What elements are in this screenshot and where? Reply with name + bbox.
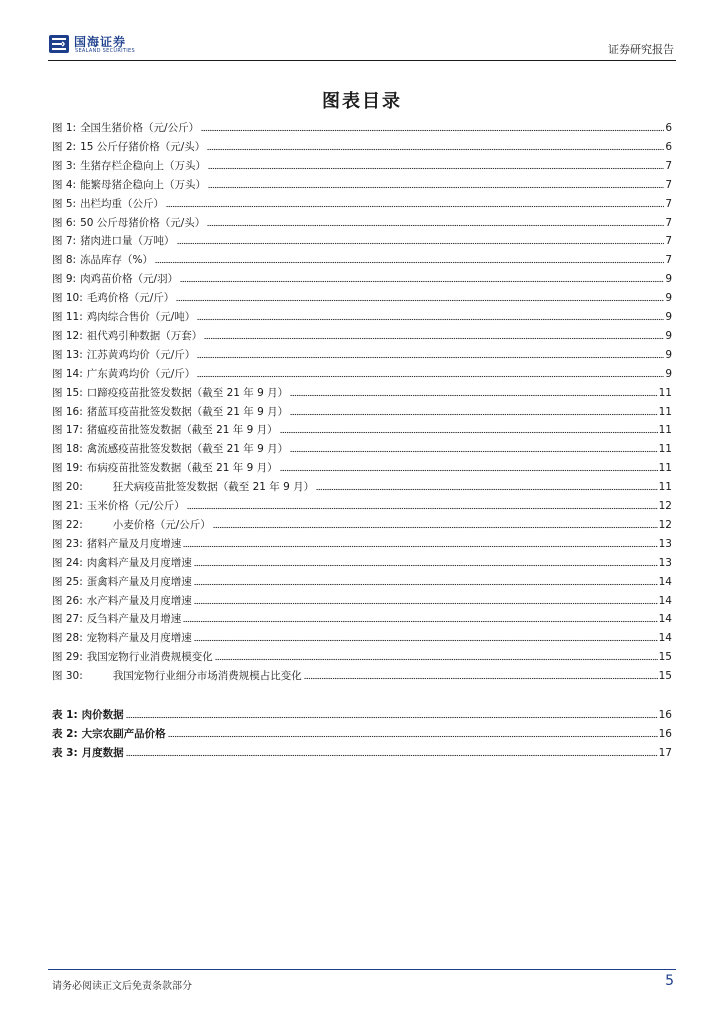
- toc-entry-label: 毛鸡价格（元/斤）: [86, 292, 175, 305]
- dot-leader: [194, 639, 658, 642]
- toc-entry-label: 我国宠物行业细分市场消费规模占比变化: [112, 670, 302, 683]
- toc-figure-entry[interactable]: [52, 535, 672, 551]
- toc-entry-number: 图 5:: [52, 197, 77, 210]
- toc-entry-number: 图 1:: [52, 122, 77, 134]
- toc-entry-page: 9: [665, 348, 672, 361]
- toc-entry-label: 猪蓝耳疫苗批签发数据（截至 21 年 9 月）: [86, 405, 289, 418]
- toc-entry-label: 玉米价格（元/公斤）: [86, 500, 185, 512]
- toc-figure-entry[interactable]: [52, 384, 672, 400]
- dot-leader: [187, 507, 658, 510]
- toc-figure-entry[interactable]: [52, 289, 672, 305]
- toc-entry-number: 图 22:: [52, 518, 83, 531]
- toc-entry-page: 7: [665, 178, 672, 191]
- toc-entry-label: 猪肉进口量（万吨）: [80, 235, 175, 248]
- toc-figure-entry[interactable]: [52, 119, 672, 135]
- toc-entry-number: 图 10:: [52, 292, 83, 305]
- toc-figure-entry[interactable]: [52, 232, 672, 248]
- toc-figure-entry[interactable]: [52, 573, 672, 589]
- toc-entry-number: 图 13:: [52, 348, 83, 361]
- toc-figure-entry[interactable]: [52, 346, 672, 362]
- toc-entry-label: 蛋禽料产量及月度增速: [86, 575, 192, 588]
- toc-figure-entry[interactable]: [52, 610, 672, 626]
- toc-entry-number: 图 11:: [52, 311, 83, 323]
- toc-entry-number: 图 14:: [52, 367, 83, 380]
- toc-figure-entry[interactable]: [52, 497, 672, 513]
- dot-leader: [290, 394, 657, 397]
- toc-entry-label: 月度数据: [81, 746, 124, 759]
- toc-entry-label: 我国宠物行业消费规模变化: [86, 651, 213, 664]
- toc-entry-page: 15: [658, 670, 672, 683]
- dot-leader: [126, 716, 658, 719]
- disclaimer-text: 请务必阅读正文后免责条款部分: [52, 981, 192, 992]
- toc-entry-number: 图 21:: [52, 500, 83, 512]
- logo-chinese-text: 国海证券: [74, 35, 127, 49]
- dot-leader: [290, 450, 657, 453]
- toc-figure-entry[interactable]: [52, 365, 672, 381]
- dot-leader: [197, 318, 664, 321]
- toc-entry-page: 12: [658, 500, 672, 512]
- dot-leader: [194, 583, 658, 586]
- page-header: [48, 30, 676, 61]
- dot-leader: [215, 658, 658, 661]
- dot-leader: [207, 148, 664, 151]
- toc-entry-number: 图 4:: [52, 178, 77, 191]
- toc-entry-page: 7: [665, 216, 672, 229]
- toc-entry-number: 表 3:: [52, 746, 78, 759]
- toc-entry-label: 口蹄疫疫苗批签发数据（截至 21 年 9 月）: [86, 386, 289, 399]
- toc-figure-entry[interactable]: [52, 421, 672, 437]
- dot-leader: [290, 413, 657, 416]
- dot-leader: [176, 299, 664, 302]
- toc-entry-page: 17: [658, 746, 672, 759]
- dot-leader: [168, 735, 658, 738]
- toc-entry-number: 图 3:: [52, 159, 77, 172]
- toc-entry-number: 图 2:: [52, 140, 77, 153]
- toc-figure-entry[interactable]: [52, 308, 672, 324]
- toc-figure-entry[interactable]: [52, 554, 672, 570]
- toc-title: 图表目录: [322, 91, 402, 112]
- dot-leader: [183, 620, 657, 623]
- toc-entry-page: 11: [658, 481, 672, 494]
- dot-leader: [126, 754, 658, 757]
- toc-entry-page: 11: [658, 443, 672, 456]
- sealand-logo-icon: [48, 33, 70, 55]
- report-type-label: 证券研究报告: [608, 43, 674, 56]
- toc-entry-number: 图 23:: [52, 537, 83, 550]
- toc-entry-page: 14: [658, 613, 672, 626]
- toc-figure-entry[interactable]: [52, 327, 672, 343]
- dot-leader: [280, 431, 658, 434]
- dot-leader: [201, 129, 664, 132]
- toc-entry-page: 7: [665, 159, 672, 172]
- toc-entry-number: 图 28:: [52, 632, 83, 645]
- toc-entry-label: 15 公斤仔猪价格（元/头）: [80, 140, 206, 153]
- toc-entry-page: 11: [658, 405, 672, 418]
- page-number: 5: [665, 973, 674, 989]
- toc-entry-number: 表 1:: [52, 709, 78, 721]
- dot-leader: [204, 337, 664, 340]
- toc-figure-entry[interactable]: [52, 648, 672, 664]
- toc-entry-number: 图 16:: [52, 405, 83, 418]
- dot-leader: [208, 186, 664, 189]
- dot-leader: [197, 375, 664, 378]
- toc-entry-number: 图 17:: [52, 424, 83, 437]
- toc-figure-entry[interactable]: [52, 195, 672, 211]
- toc-entry-number: 图 18:: [52, 443, 83, 456]
- toc-entry-number: 图 29:: [52, 651, 83, 664]
- toc-entry-page: 14: [658, 575, 672, 588]
- toc-entry-number: 图 6:: [52, 216, 77, 229]
- toc-entry-number: 图 8:: [52, 254, 77, 267]
- toc-entry-page: 14: [658, 594, 672, 607]
- toc-figure-entry[interactable]: [52, 667, 672, 683]
- toc-entry-label: 广东黄鸡均价（元/斤）: [86, 367, 196, 380]
- toc-entry-page: 6: [665, 140, 672, 153]
- toc-entry-number: 图 24:: [52, 556, 83, 569]
- toc-entry-page: 11: [658, 386, 672, 399]
- toc-figure-entry[interactable]: [52, 214, 672, 230]
- toc-entry-label: 大宗农副产品价格: [81, 727, 166, 740]
- dot-leader: [208, 167, 664, 170]
- toc-entry-number: 图 30:: [52, 670, 83, 683]
- page-footer: [48, 969, 676, 994]
- toc-figure-entry[interactable]: [52, 516, 672, 532]
- dot-leader: [197, 356, 664, 359]
- toc-figure-entry[interactable]: [52, 459, 672, 475]
- dot-leader: [213, 526, 658, 529]
- toc-entry-page: 16: [658, 709, 672, 721]
- toc-entry-number: 图 20:: [52, 481, 83, 494]
- toc-figure-entry[interactable]: [52, 440, 672, 456]
- toc-entry-label: 肉禽料产量及月度增速: [86, 556, 192, 569]
- dot-leader: [316, 488, 657, 491]
- toc-entry-page: 9: [665, 292, 672, 305]
- toc-table-entry[interactable]: [52, 725, 672, 741]
- toc-figure-entry[interactable]: [52, 176, 672, 192]
- toc-entry-label: 出栏均重（公斤）: [80, 197, 165, 210]
- logo-english-text: SEALAND SECURITIES: [75, 48, 135, 54]
- toc-entry-label: 生猪存栏企稳向上（万头）: [80, 159, 207, 172]
- toc-entry-page: 9: [665, 329, 672, 342]
- toc-entry-page: 9: [665, 367, 672, 380]
- toc-entry-label: 50 公斤母猪价格（元/头）: [80, 216, 206, 229]
- toc-entry-label: 冻品库存（%）: [80, 254, 154, 267]
- toc-entry-label: 禽流感疫苗批签发数据（截至 21 年 9 月）: [86, 443, 289, 456]
- toc-entry-number: 图 7:: [52, 235, 77, 248]
- toc-entry-number: 图 12:: [52, 329, 83, 342]
- toc-entry-label: 鸡肉综合售价（元/吨）: [86, 311, 196, 323]
- toc-entry-label: 猪料产量及月度增速: [86, 537, 182, 550]
- toc-entry-number: 图 9:: [52, 273, 77, 286]
- toc-entry-number: 图 25:: [52, 575, 83, 588]
- toc-entry-page: 7: [665, 197, 672, 210]
- toc-table-entry[interactable]: [52, 744, 672, 760]
- toc-entry-label: 狂犬病疫苗批签发数据（截至 21 年 9 月）: [112, 481, 315, 494]
- toc-entry-number: 表 2:: [52, 727, 78, 740]
- toc-entry-page: 9: [665, 273, 672, 286]
- toc-entry-page: 11: [658, 424, 672, 437]
- toc-entry-label: 反刍料产量及月增速: [86, 613, 182, 626]
- toc-entry-number: 图 15:: [52, 386, 83, 399]
- toc-figure-entry[interactable]: [52, 270, 672, 286]
- toc-figure-entry[interactable]: [52, 629, 672, 645]
- toc-figure-entry[interactable]: [52, 251, 672, 267]
- dot-leader: [177, 242, 665, 245]
- toc-entry-page: 13: [658, 556, 672, 569]
- toc-figure-entry[interactable]: [52, 157, 672, 173]
- toc-entry-number: 图 27:: [52, 613, 83, 626]
- toc-entry-page: 9: [665, 311, 672, 323]
- dot-leader: [155, 261, 664, 264]
- toc-entry-page: 11: [658, 462, 672, 475]
- toc-entry-label: 肉价数据: [81, 709, 124, 721]
- toc-entry-page: 12: [658, 518, 672, 531]
- toc-entry-label: 肉鸡苗价格（元/羽）: [80, 273, 179, 286]
- toc-entry-page: 13: [658, 537, 672, 550]
- toc-entry-label: 猪瘟疫苗批签发数据（截至 21 年 9 月）: [86, 424, 278, 437]
- toc-figure-entry[interactable]: [52, 403, 672, 419]
- dot-leader: [304, 677, 658, 680]
- toc-entry-label: 水产料产量及月度增速: [86, 594, 192, 607]
- dot-leader: [280, 469, 658, 472]
- toc-entry-label: 能繁母猪企稳向上（万头）: [80, 178, 207, 191]
- dot-leader: [183, 545, 657, 548]
- toc-entry-label: 祖代鸡引种数据（万套）: [86, 329, 203, 342]
- dot-leader: [166, 205, 664, 208]
- dot-leader: [194, 602, 658, 605]
- toc-entry-number: 图 19:: [52, 462, 83, 475]
- dot-leader: [207, 224, 664, 227]
- dot-leader: [180, 280, 664, 283]
- toc-table-entry[interactable]: [52, 706, 672, 722]
- toc-entry-page: 14: [658, 632, 672, 645]
- toc-entry-page: 16: [658, 727, 672, 740]
- toc-entry-label: 小麦价格（元/公斤）: [112, 518, 211, 531]
- toc-entry-label: 全国生猪价格（元/公斤）: [80, 122, 200, 134]
- toc-figure-entry[interactable]: [52, 138, 672, 154]
- toc-entry-page: 6: [665, 122, 672, 134]
- toc-entry-label: 江苏黄鸡均价（元/斤）: [86, 348, 196, 361]
- toc-figure-entry[interactable]: [52, 592, 672, 608]
- toc-entry-page: 7: [665, 254, 672, 267]
- toc-entry-label: 宠物料产量及月度增速: [86, 632, 192, 645]
- dot-leader: [194, 564, 658, 567]
- toc-entry-label: 布病疫苗批签发数据（截至 21 年 9 月）: [86, 462, 278, 475]
- toc-entry-number: 图 26:: [52, 594, 83, 607]
- toc-entry-page: 15: [658, 651, 672, 664]
- toc-figure-entry[interactable]: [52, 478, 672, 494]
- toc-entry-page: 7: [665, 235, 672, 248]
